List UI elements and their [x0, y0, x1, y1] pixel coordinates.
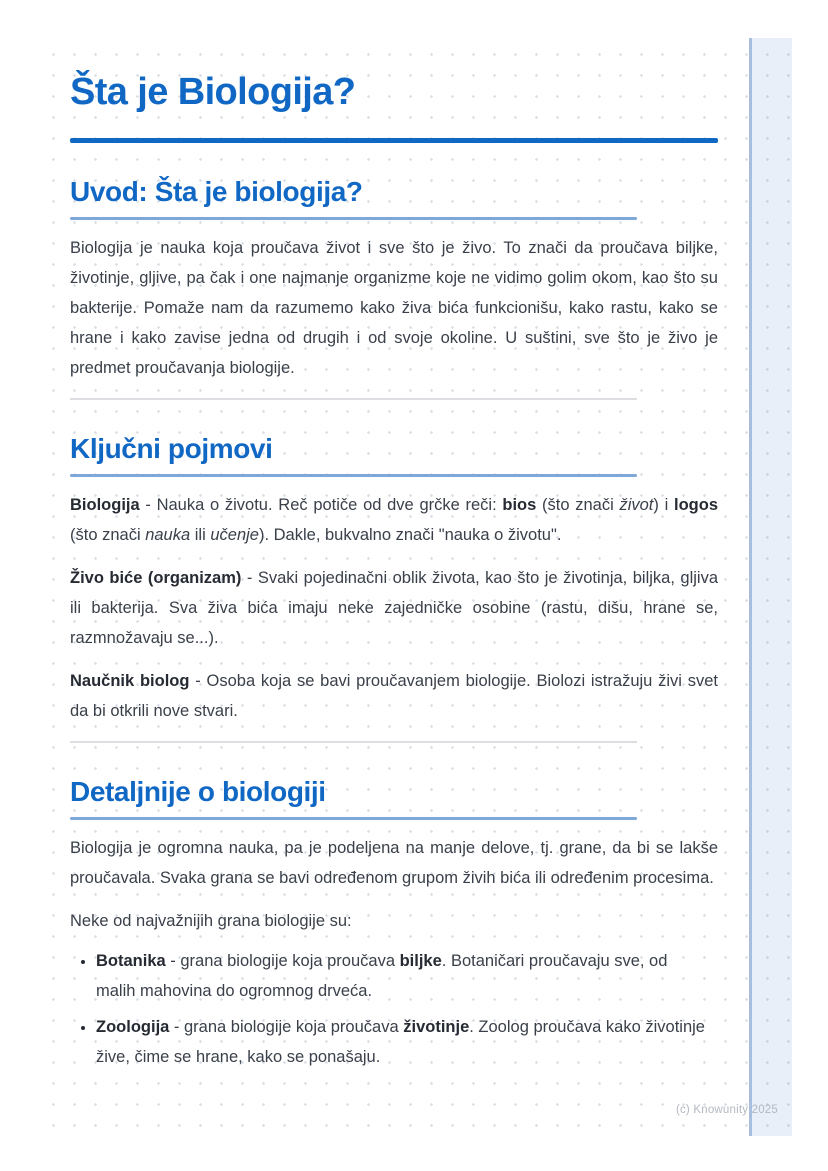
paragraph: Biologija - Nauka o životu. Reč potiče od dve grčke reči: bios (što znači život) i logos (što znači nauka ili učenje). Dakle, bukvalno znači "nauka o životu".	[70, 496, 718, 544]
document-page	[40, 38, 792, 1136]
title-rule	[70, 138, 718, 143]
section-heading-kljucni-pojmovi: Ključni pojmovi	[70, 433, 273, 464]
notebook-margin-strip	[749, 38, 792, 1136]
section-heading-detaljnije: Detaljnije o biologiji	[70, 776, 326, 807]
page-content	[70, 38, 718, 1072]
list-item: • Botanika - grana biologije koja proučava biljke. Botaničari proučavaju sve, od malih mahovina do ogromnog drveća.	[96, 946, 708, 1006]
page-title: Šta je Biologija?	[70, 71, 356, 113]
section-heading-underline	[70, 474, 637, 477]
section-divider	[70, 398, 637, 400]
section-uvod	[70, 175, 718, 400]
paragraph: Neke od najvažnijih grana biologije su:	[70, 912, 352, 930]
paragraph: Naučnik biolog - Osoba koja se bavi proučavanjem biologije. Biolozi istražuju živi svet da bi otkrili nove stvari.	[70, 672, 718, 720]
bullet-list	[70, 946, 708, 1072]
section-heading-underline	[70, 817, 637, 820]
paragraph: Biologija je ogromna nauka, pa je podeljena na manje delove, tj. grane, da bi se lakše proučavala. Svaka grana se bavi određenom grupom živih bića ili određenim procesima.	[70, 839, 718, 887]
paragraph: Živo biće (organizam) - Svaki pojedinačni oblik života, kao što je životinja, biljka, gljiva ili bakterija. Sva živa bića imaju neke zajedničke osobine (rastu, dišu, hrane se, razmnožavaju se...).	[70, 569, 718, 647]
section-kljucni-pojmovi	[70, 432, 718, 743]
section-heading-uvod: Uvod: Šta je biologija?	[70, 176, 363, 207]
list-item: • Zoologija - grana biologije koja proučava životinje. Zoolog proučava kako životinje žive, čime se hrane, kako se ponašaju.	[96, 1012, 708, 1072]
section-detaljnije	[70, 775, 718, 1072]
footer-credit: (c) Knowunity 2025	[675, 1104, 778, 1116]
paragraph: Biologija je nauka koja proučava život i sve što je živo. To znači da proučava biljke, životinje, gljive, pa čak i one najmanje organizme koje ne vidimo golim okom, kao što su bakterije. Pomaže nam da razumemo kako živa bića funkcionišu, kako rastu, kako se hrane i kako zavise jedna od drugih i od svoje okoline. U suštini, sve što je živo je predmet proučavanja biologije.	[70, 239, 718, 377]
section-heading-underline	[70, 217, 637, 220]
section-divider	[70, 741, 637, 743]
